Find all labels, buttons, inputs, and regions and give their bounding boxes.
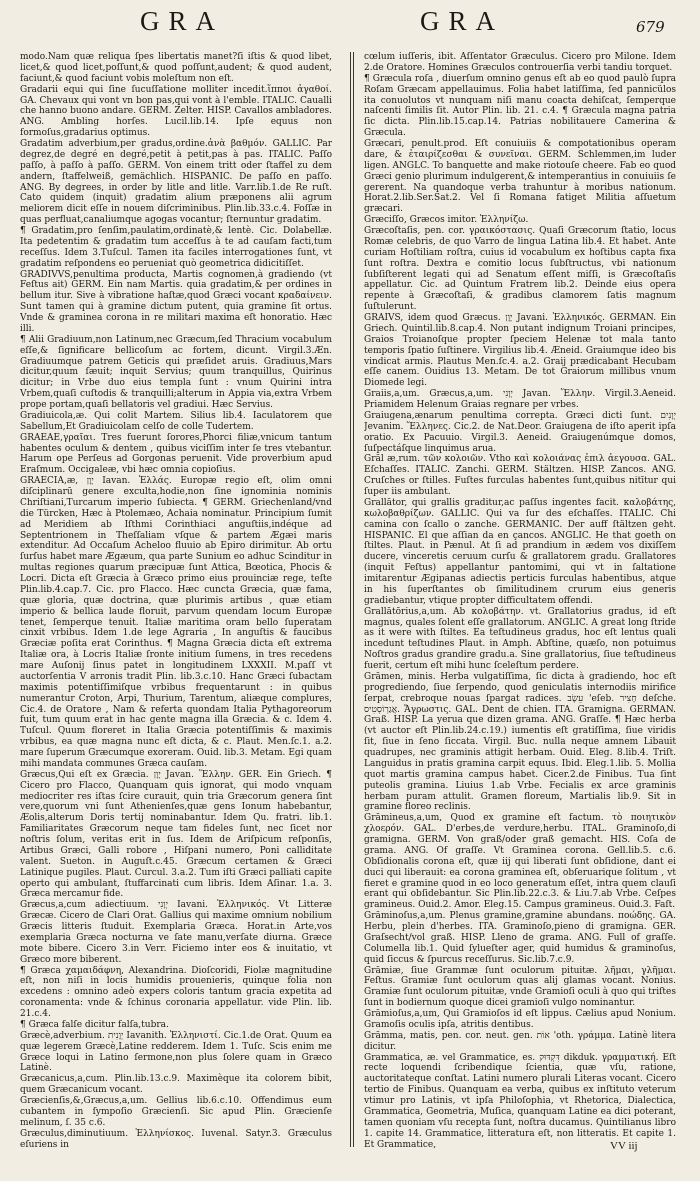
dictionary-entry: cœlum iuſſeris, ibit. Aſſentator Græculus. Cicero pro Milone. Idem 2.de Oratore. Homines Græculos controuerſia verbi tandiu torquet. <box>364 52 676 73</box>
dictionary-entry: GRADIVVS,penultima producta, Martis cognomen,à gradiendo (vt Feſtus ait) GERM. Ein nam Martis. quia gradatim,& per ordines in bellum itur. Sive à vibratione haſtæ,quod Græci vocant κραδαίνειν. Sunt tamen qui à gramine dictum putent, quia gramine ſit ortus. Vnde & graminea corona in re militari maxima eſt honoratio. Hæc illi. <box>20 269 332 334</box>
dictionary-entry: Grāl æ,rum. τῶν κολοιῶν. Vtho καὶ κολοιάνας ἐπιλ ἀεγουσα. GAL. Eſchaſſes. ITALIC. Zanchi. GERM. Stältzen. HISP. Zancos. ANG. Cruſches or ſtilles. Fuſtes furculas habentes ſunt,quibus nitītur qui ſuper iis ambulant. <box>364 454 676 497</box>
right-column <box>364 52 676 1162</box>
running-head <box>0 6 700 44</box>
dictionary-entry: GRAECIA,æ, יָוָן Iavan. Ἑλλάς. Europæ regio eſt, olim omni diſciplinarū genere exculta,hodie,non ſine ignominia nominis Chriſtiani,Turcarum imperio ſubiecta. ¶ GERM. Griechenland/vnd die Türcken, Hæc à Ptolemæo, Achaia nominatur. Principium ſumit ad Meridiem ab Iſthmi Corinthiaci anguſtiis,indéque ad Septentrionem in Theſſaliam vſque & partem Ægæi maris extenditur. Ad Occaſum Acheloo fluuio ab Epiro dirimitur. Ab ortu ſurſus habet mare Ægæum, qua parte Sunium eo adhuc Scinditur in multas regiones quarum præcipuæ ſunt Attica, Bœotica, Phocis & Locri. Dicta eſt Græcia à Græco primo eius prouinciæ rege, teſte Plin.lib.4.cap.7. Cic. pro Flacco. Hæc cuncta Græcia, quæ fama, quæ gloria, quæ doctrina, quæ plurimis artibus , quæ etiam imperio & bellica laude floruit, parvum quendam locum Europæ tenet, ſemperque tenuit. Italiæ maritima oram bello ſuperatam cinxit vrbibus. Idem 1.de lege Agraria , In anguſtis & faucibus Græciæ poſita erat Corinthus. ¶ Magna Græcia dicta eſt extrema Italiæ ora, à Locris Italiæ ſronte initium ſumens, in tres recedens mare Auſonij ſinus patet in longitudinem LXXXII. M.paſſ vt auctorſentia V arronis tradit Plin. lib.3.c.10. Hanc Græci ſubactam maximis potentiſſimiſque vrbibus frequentarunt : in quibus numerantur Croton, Arpi, Thurium, Tarentum, aliæque complures, Cic.4. de Oratore , Nam & referta quondam Italia Pythagoreorum fuit, tum quum erat in hac gente magna illa Græcia. & c. Idem 4. Tuſcul. Quum floreret in Italia Græcia potentiſſimis & maximis vrbibus, ea quæ magna nunc eſt dicta, & c. Plaut. Men.ſc.1. a.2. mare ſuperum Græcumque exoreram. Ouid. lib.3. Metam. Egi quam mihi mandata communes Græca cauſam. <box>20 476 332 769</box>
dictionary-entry: Græcanicus,a,cum. Plin.lib.13.c.9. Maximèque ita colorem bibit, quem Græcanicum vocant. <box>20 1074 332 1096</box>
running-head-left: GRA <box>140 6 225 36</box>
dictionary-entry: Græcus,Qui eſt ex Græcia. יָוָן Javan. Ἕλλην. GER. Ein Griech. ¶ Cicero pro Flacco, Quanquam quis ignorat, qui modo vnquam mediocriter res iſtas ſcire curauit, quin tria Græcorum genera ſint vere,quorum vni ſunt Athenienſes,quæ gens Ionum habebantur, Æolis,alterum Doris tertij nominabantur. Idem Qu. fratri. lib.1. Familiaritates Græcorum neque tam fideles ſunt, nec ſicet nor noſtris ſolum, veritas erit in ſus. Idem de Ariſpicum reſponſis, Artibus Græci, Galli robore , Hiſpani numero, Poni calliditate valent. Sueton. in Auguſt.c.45. Græcum certamen & Græci Latinique pugiles. Plaut. Curcul. 3.a.2. Tum iſti Græci palliati capite operto qui ambulant, ſtuffarcinati cum libris. Idem Aſinar. 1.a. 3. Græca mercamur fide. <box>20 769 332 900</box>
dictionary-entry: Gradarii equi qui ſine ſucuſſatione molliter incedit.ἵπποι ἀγαθοί. GA. Chevaux qui vont vn bon pas,qui vont à l'emble. ITALIC. Caualli che hanno buono andare. GERM. Zelter. HISP. Cavallos ambladores. ANG. Ambling horſes. Lucil.lib.14. Ipſe equus non formoſus,gradarius optimus. <box>20 84 332 139</box>
dictionary-entry: Grallātor, qui grallis graditur,ac paſſus ingentes facit. καλοβάτης, κωλοβαθρίζων. GALLIC. Qui va ſur des eſchaſſes. ITALIC. Chi camina con ſcallo o zanche. GERMANIC. Der auff ſtältzen geht. HISPANIC. El que aſſian da en çancos. ANGLIC. He that goeth on ſtiltes. Plaut. in Pænul. At ſi ad prandium in ædem vos dixiſſem ducere, vinceretis ceruum curſu & grallatorem gradu. Grallatores (inquit Feſtus) appellantur pantomimi, qui vt in ſaltatione imitarentur Ægipanas adiectis perticis furculas habentibus, atque in his ſuperſtantes ob ſimilitudinem crurum eius generis gradiebantur, vtique propter difficultatem offendi. <box>364 497 676 606</box>
page-number: 679 <box>636 18 665 36</box>
dictionary-entry: Græcienſis,&,Græcus,a,um. Gellius lib.6.c.10. Offendimus eum cubantem in ſympoſio Græcienſi. Sic apud Plin. Græcienſe melinum, ſ. 35 c.6. <box>20 1096 332 1128</box>
dictionary-entry: Græciſſo, Græcos imitor. Ἑλληνίζω. <box>364 215 529 226</box>
dictionary-entry: Graiis,a,um. Græcus,a,um. יְוָנִי Javan. Ἕλλην. Virgil.3.Aeneid. Priamidem Helenum Graias regnare per vrbes. <box>364 389 676 410</box>
catchword: VV iij <box>610 1140 638 1152</box>
dictionary-entry: Gradiuicola,æ. Qui colit Martem. Silius lib.4. Iaculatorem que Sabellum,Et Gradiuicolam celſo de colle Tudertem. <box>20 410 332 432</box>
dictionary-entry: Græculus,diminutiuum. Ἑλληνίσκος. Iuvenal. Satyr.3. Græculus eſuriens in <box>20 1128 332 1150</box>
dictionary-entry: modo.Nam quæ reliqua ſpes libertatis manet?ſi iſtis & quod libet, licet,& quod licet,poſſunt,& quod poſſunt,audent; & quod audent, faciunt,& quod faciunt vobis moleſtum non eſt. <box>20 52 332 84</box>
dictionary-entry: Grāmma, matis, pen. cor. neut. gen. אוֹת 'oth. γράμμα. Latinè litera dicitur. <box>364 1030 676 1052</box>
dictionary-entry: GRAIVS, idem quod Græcus. יָוָן Javani. Ἑλληνικός. GERMAN. Ein Griech. Quintil.lib.8.cap.4. Non putant indignum Troiani principes, Graios Troianoſque propter ſpeciem Helenæ tot mala tanto temporis ſpatio ſuſtinere. Virgilius lib.4. Æneid. Graiumque ideo bis vindicat armis. Plautus Men.ſc.4. a.2. Graij prædicabant Hecubam eſſe canem. Ouidius 13. Metam. De tot Graiorum millibus vnum Diomede legi. <box>364 313 676 389</box>
dictionary-entry: ¶ Græcula roſa , diuerſum omnino genus eſt ab eo quod paulò ſupra Roſam Græcam appellauimus. Folia habet latiſſima, ſed pannicülos ita conuolutos vt nunquam niſi manu coacta dehiſcat, ſemperque naſcenti ſimilis ſit. Autor Plin. lib. 21. c.4. ¶ Græcula magna patria ſic dicta. Plin.lib.15.cap.14. Patrias nobilitauere Camerina & Græcula. <box>364 73 676 139</box>
dictionary-entry: ¶ Græca falſe dicitur falſa,tubra. <box>20 1019 169 1030</box>
dictionary-entry: Grāmineus,a,um, Quod ex gramine eſt factum. τὸ ποιητικὸν χλοερόν. GAL. D'erbes,de verdure,herbu. ITAL. Graminoſo,di gramigna. GERM. Von graß/oder graß gemacht. HIS. Coſa de grama. ANG. Of graſſe. Vt Graminea corona. Gell.lib.5. c.6. Obſidionalis corona eſt, quæ iij qui liberati ſunt obſidione, dant ei duci qui liberauit: ea corona graminea eſt, obſeruarique ſolitum , vt fieret e gramine quod in eo loco generatum eſſet, intra quem clauſi erant qui obſidebantur. Sic Plin.lib.22.c.3. & Liu.7.ab Vrbe. Ceſpes gramineus. Ouid.2. Amor. Eleg.15. Campus gramineus. Ouid.3. Faſt. <box>364 813 676 911</box>
dictionary-entry: Grallātōrius,a,um. Ab κολοβάτην. vt. Grallatorius gradus, id eſt magnus, quales ſolent eſſe grallatorum. ANGLIC. A great long ſtride as it were with ſtiltes. Ea teſtudineus gradus, hoc eſt lentus quali incedunt teſtudines Plaut. in Amph. Abſtine, quæſo, non potuimus Noſtros gradus grandire gradu.a. Sine grallatorius, ſiue teſtudineus fuerit, certum eſt mihi hunc ſceleſtum perdere. <box>364 606 676 671</box>
dictionary-entry: Grāmiæ, ſiue Grammæ ſunt oculorum pituitæ. λῆμαι, γλῆμαι. Feſtus. Gramiæ ſunt oculorum quas alij glamas vocant. Nonius. Gramiæ ſunt oculorum pituitæ, vnde Gramioſi oculi à quo qui triſtes ſunt in bodiernum quoque dicei gramioſi vulgo nominantur. <box>364 965 676 1009</box>
dictionary-entry: Græcoſtaſis, pen. cor. γραικόστασις. Quaſi Græcorum ſtatio, locus Romæ celebris, de quo Varro de lingua Latina lib.4. Et habet. Ante curiam Hoſtiliam roſtra, cuius id vocabulum ex hoſtibus capta fixa ſunt roſtra. Dextra e comitio locus ſubſtructus, vbi nationum ſubſiſterent legati qui ad Senatum eſſent miſſi, is Græcoſtaſis appellatur. Cic. ad Quintum Fratrem lib.2. Deinde eius opera repente à Græcoſtaſi, & gradibus clamorem ſatis magnum ſuſtulerunt. <box>364 226 676 313</box>
column-rule <box>350 52 351 1147</box>
dictionary-entry: Grammatica, æ. vel Grammatice, es. דִּקְדּוּק dikduk. γραμματική. Eſt recte loquendi ſcribendique ſcientia, quæ vſu, ratione, auctoritateque conſtat. Latini numero plurali Literas vocant. Cicero tertio de Finibus. Quanquam ea verba, quibus ex inſtituto veterum vtimur pro Latinis, vt ipſa Philoſophia, vt Rhetorica, Dialectica, Grammatica, Geometria, Muſica, quanquam Latine ea dici poterant, tamen quoniam vſu recepta ſunt, noſtra ducamus. Quintilianus libro 1. capite 14. Grammatice, litteratura eſt, non litteratis. Et capite 1. Et Grammatice, <box>364 1052 676 1150</box>
dictionary-entry: ¶ Gradatim,pro ſenſim,paulatim,ordinatè,& lentè. Cic. Dolabellæ. Ita pedetentim & gradatim tum acceſſus à te ad cauſam facti,tum receſſus. Idem 3.Tuſcul. Tamen ita faciles interrogationes ſunt, vt gradatim reſpondens eo perueniat quò geometrica didicitiſſet. <box>20 226 332 269</box>
dictionary-entry: ¶ Alii Gradiuum,non Latinum,nec Græcum,ſed Thracium vocabulum eſſe,& ſignificare bellicoſum ac fortem, dicunt. Virgil.3.Æn. Gradiuumque patrem Geticis qui præſidet aruis. Gradiuus,Mars dicitur,quum ſæuit; inquit Servius; quum tranquillus, Quirinus dicitur; in Vrbe duo eius templa ſunt : vnum Quirini intra Vrbem,quaſi cuſtodis & tranquilli;alterum in Appia via,extra Vrbem prope portam,quaſi bellatoris vel gradiui. Hæc Servius. <box>20 334 332 410</box>
dictionary-entry: Grāmen, minis. Herba vulgatiſſima, ſic dicta à gradiendo, hoc eſt progrediendo, ſiue ſerpendo, quod geniculatis internodiis mirifice ſerpat, crebroque nouas ſpargat radices. עֵשֶׂב 'eſeb. חָצִיר deſche. אֲגַרְוֹסְטִיס. Ἄγρωστις. GAL. Dent de chien. ITA. Gramigna. GERMAN. Graß. HISP. La yerua que dizen grama. ANG. Graſſe. ¶ Hæc herba (vt auctor eſt Plin.lib.24.c.19.) iumentis eſt gratiſſima, ſiue viridis ſit, ſiue in ſeno ſiccata. Virgil. Buc. nulla neque amnem Libauit quadrupes, nec graminis attigit herbam. Ouid. Eleg. 8.lib.4. Triſt. Languidus in pratis gramina carpit equus. Ibid. Eleg.1.lib. 5. Mollia quot martis gramina campus habet. Cicer.2.de Finibus. Tua ſint puteolis gramina. Liuius 1.ab Vrbe. Fecialis ex arce graminis herbam puram attulit. Gramen floreum, Martialis lib.9. Sit in gramine floreo reclinis. <box>364 671 676 813</box>
dictionary-entry: Grāmioſus,a,um, Qui Gramioſos id eſt lippus. Cælius apud Nonium. Gramoſis oculis ipſa, atritis dentibus. <box>364 1009 676 1030</box>
dictionary-entry: Græcè,adverbium. יְוָנִית Iavanith. Ἑλληνιστί. Cic.1.de Orat. Quum ea quæ legerem Græcè,Latine redderem. Idem 1. Tuſc. Scis enim me Græce loqui in Latino ſermone,non plus ſolere quam in Græco Latinè. <box>20 1030 332 1074</box>
running-head-right: GRA <box>420 6 505 36</box>
dictionary-entry: ¶ Græca χαμαιδάφνη, Alexandrina. Dioſcoridi, Fiolæ magnitudine eſt, non niſi in locis humidis prouenieris, quinque folia non excedens : omnino adeò expers coloris tantum gracia expetita ad coronamenta: vnde & ſchinus coronaria appellatur. vide Plin. lib. 21.c.4. <box>20 965 332 1019</box>
dictionary-entry: Grāminoſus,a,um. Plenus gramine,gramine abundans. ποώδης. GA. Herbu, plein d'herbes. ITA. Graminoſo,pieno di gramigna. GER. Graſsecht/vol graß. HISP. Lleno de grama. ANG. Full of graſſe. Columella lib.1. Quid ſylueſter ager, quid humidus & graminoſus, quid ſiccus & ſpurcus receſſurus. Sic.lib.7.c.9. <box>364 911 676 965</box>
dictionary-entry: Graiugena,ænarum penultima correpta. Græci dicti ſunt. יְוָנִים Jevanim. Ἕλληνες. Cic.2. de Nat.Deor. Graiugena de iſto aperit ipſa oratio. Ex Pacuuio. Virgil.3. Aeneid. Graiugenúmque domos, ſuſpectáſque linquimus arua. <box>364 410 676 454</box>
column-rule-inner <box>353 52 354 1147</box>
dictionary-entry: GRAEAE,γραῖαι. Tres fuerunt ſorores,Phorci filiæ,vnicum tantum habentes oculum & dentem , quibus viciſſim inter ſe tres vtebantur. Harum ope Perſeus ad Gorgonas peruenit. Vide proverbium apud Eraſmum. Occigaleæ, vbi hæc omnia copioſius. <box>20 432 332 476</box>
dictionary-entry: Græcus,a,cum adiectiuum. יְוָנִי Iavani. Ἑλληνικός. Vt Litteræ Græcæ. Cicero de Clari Orat. Gallius qui maxime omnium nobilium Græcis litteris ſtuduit. Exemplaria Græca. Horat.in Arte,vos exemplaria Græca nocturna ve ſate manu,verſate diurna. Græce mote bibere. Cicero 3.in Verr. Ficiemo inter eos & inuitatio, vt Græco more biberent. <box>20 900 332 965</box>
dictionary-entry: Græcari, penult.prod. Eſt conuiuiis & compotationibus operam dare, & ἑταιρίζεσθαι & συνεῖναι. GERM. Schlemmen,im luder ligen. ANGLC. To banquette and make riotouſe cheere. Fab eo quod Græci genio plurimum indulgerent,& intemperantius in conuiuiis ſe gererent. Na quandoque verba trahuntur à moribus nationum. Horat.2.lib.Ser.Sat.2. Vel ſi Romana fatiget Militia aſſuetum græcari. <box>364 139 676 215</box>
left-column <box>20 52 332 1162</box>
dictionary-entry: Gradatim adverbium,per gradus,ordine.ἀνὰ βαθμόν. GALLIC. Par degrez,de degré en degré,petit à petit,pas à pas. ITALIC. Paſſo paſſo, à paſſo à paſſo. GERM. Von einem tritt oder ſtaffel zu dem andern, ſtaffelweiß, gemächlich. HISPANIC. De paſſo en paſſo. ANG. By degrees, in order by litle and litle. Varr.lib.1.de Re ruſt. Cato quidem (inquit) gradatim alium præponens alii agrum meliorem dicit eſſe in nouem diſcriminibus. Plin.lib.33.c.4. Foſſæ in quas perfluat,canaliumque agogas vocantur; ſternuntur gradatim. <box>20 139 332 226</box>
